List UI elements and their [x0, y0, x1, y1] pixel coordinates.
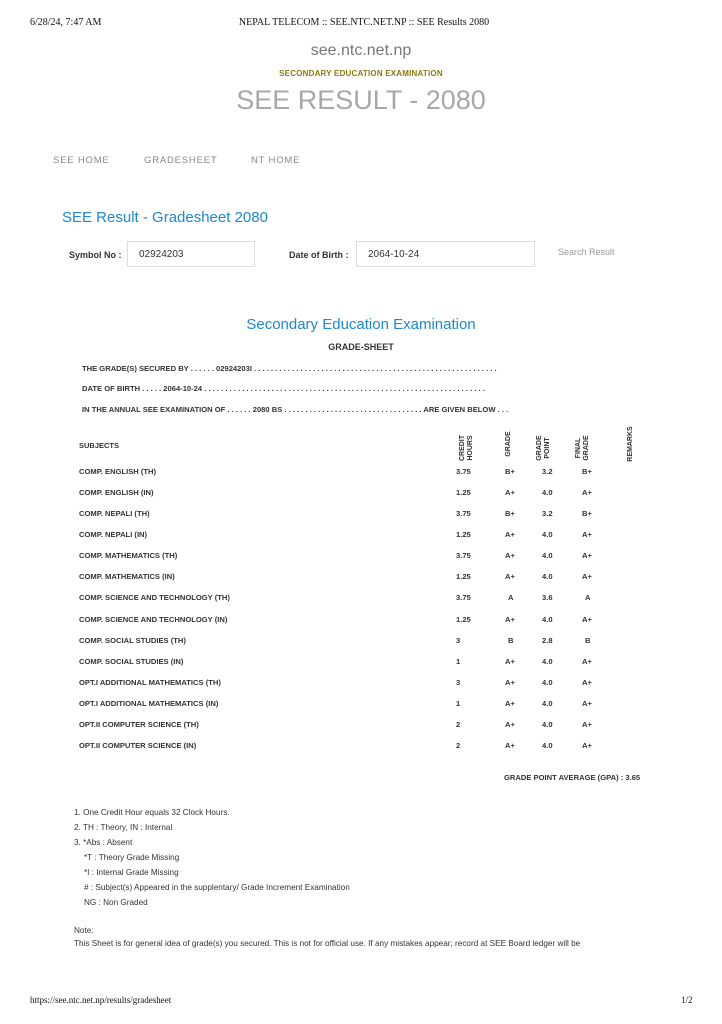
table-row: [79, 699, 679, 713]
table-row: [79, 741, 679, 755]
cell-point: 4.0: [542, 530, 553, 539]
table-row: [79, 488, 679, 502]
cell-final: B+: [582, 467, 592, 476]
cell-subject: COMP. MATHEMATICS (IN): [79, 572, 175, 581]
cell-subject: OPT.I ADDITIONAL MATHEMATICS (IN): [79, 699, 219, 708]
table-row: [79, 678, 679, 692]
table-row: [79, 720, 679, 734]
info-dob: DATE OF BIRTH . . . . . 2064-10-24 . . . . . . . . . . . . . . . . . . . . . . . . . . . . . . . . . . . . . . . . . . . . . . . . . . . . . . . . . . . . . . . . . . .: [82, 384, 485, 393]
cell-subject: COMP. MATHEMATICS (TH): [79, 551, 178, 560]
note-item: *I : Internal Grade Missing: [84, 868, 179, 877]
nav-gradesheet[interactable]: GRADESHEET: [144, 155, 218, 166]
col-grade: GRADE: [505, 431, 512, 457]
cell-final: A+: [582, 678, 592, 687]
cell-grade: B+: [505, 467, 515, 476]
cell-point: 4.0: [542, 657, 553, 666]
cell-subject: OPT.I ADDITIONAL MATHEMATICS (TH): [79, 678, 221, 687]
cell-grade: A+: [505, 488, 515, 497]
site-title: SEE RESULT - 2080: [236, 85, 486, 115]
cell-point: 4.0: [542, 572, 553, 581]
nav-see-home[interactable]: SEE HOME: [53, 155, 110, 166]
col-subjects: SUBJECTS: [79, 441, 120, 450]
cell-grade: A+: [505, 699, 515, 708]
cell-point: 4.0: [542, 699, 553, 708]
note-item: *T : Theory Grade Missing: [84, 853, 180, 862]
print-page-title: NEPAL TELECOM :: SEE.NTC.NET.NP :: SEE Results 2080: [238, 17, 490, 28]
cell-credit: 1.25: [456, 572, 471, 581]
cell-point: 3.2: [542, 467, 553, 476]
cell-grade: A+: [505, 678, 515, 687]
cell-credit: 3: [456, 678, 461, 687]
symbol-label: Symbol No :: [69, 250, 122, 260]
note-item: 2. TH : Theory, IN : Internal: [74, 823, 173, 832]
cell-final: A+: [582, 572, 592, 581]
table-row: [79, 572, 679, 586]
cell-subject: OPT.II COMPUTER SCIENCE (IN): [79, 741, 197, 750]
sheet-title: Secondary Education Examination: [246, 316, 476, 333]
print-page-number: 1/2: [681, 995, 693, 1005]
cell-subject: OPT.II COMPUTER SCIENCE (TH): [79, 720, 199, 729]
cell-point: 4.0: [542, 615, 553, 624]
table-row: [79, 593, 679, 607]
cell-final: A+: [582, 488, 592, 497]
cell-subject: COMP. SOCIAL STUDIES (TH): [79, 636, 186, 645]
table-row: [79, 509, 679, 523]
cell-grade: A+: [505, 741, 515, 750]
nav-nt-home[interactable]: NT HOME: [251, 155, 301, 166]
cell-grade: A+: [505, 615, 515, 624]
col-grade-point: GRADE POINT: [536, 435, 551, 461]
cell-grade: A+: [505, 720, 515, 729]
table-row: [79, 551, 679, 565]
cell-subject: COMP. SCIENCE AND TECHNOLOGY (TH): [79, 593, 230, 602]
cell-credit: 1.25: [456, 530, 471, 539]
cell-final: A+: [582, 657, 592, 666]
search-result-button[interactable]: Search Result: [558, 247, 615, 257]
info-candidate: THE GRADE(S) SECURED BY . . . . . . 02924203I . . . . . . . . . . . . . . . . . . . . . . . . . . . . . . . . . . . . . . . . . . . . . . . . . . . . . . . . . .: [82, 364, 497, 373]
dob-input[interactable]: [356, 241, 535, 267]
cell-subject: COMP. ENGLISH (TH): [79, 467, 157, 476]
cell-point: 4.0: [542, 678, 553, 687]
table-row: [79, 657, 679, 671]
cell-point: 4.0: [542, 720, 553, 729]
site-subtitle: SECONDARY EDUCATION EXAMINATION: [279, 69, 443, 78]
cell-point: 3.2: [542, 509, 553, 518]
cell-point: 4.0: [542, 551, 553, 560]
symbol-input[interactable]: [127, 241, 255, 267]
cell-final: A+: [582, 741, 592, 750]
note-item: 1. One Credit Hour equals 32 Clock Hours.: [74, 808, 230, 817]
cell-final: B: [585, 636, 591, 645]
cell-credit: 3.75: [456, 509, 471, 518]
dob-label: Date of Birth :: [289, 250, 349, 260]
cell-final: B+: [582, 509, 592, 518]
note-item: 3. *Abs : Absent: [74, 838, 133, 847]
cell-grade: A+: [505, 530, 515, 539]
cell-subject: COMP. ENGLISH (IN): [79, 488, 154, 497]
cell-credit: 1: [456, 657, 461, 666]
cell-subject: COMP. SCIENCE AND TECHNOLOGY (IN): [79, 615, 228, 624]
cell-credit: 3.75: [456, 551, 471, 560]
col-credit-hours: CREDIT HOURS: [459, 434, 474, 462]
cell-credit: 3.75: [456, 593, 471, 602]
note-heading: Note:: [74, 926, 94, 935]
info-exam: IN THE ANNUAL SEE EXAMINATION OF . . . . . . 2080 BS . . . . . . . . . . . . . . . . . . . . . . . . . . . . . . . . . ARE GIVEN BELOW . . .: [82, 405, 509, 414]
table-row: [79, 467, 679, 481]
cell-credit: 1.25: [456, 615, 471, 624]
cell-final: A+: [582, 615, 592, 624]
table-row: [79, 636, 679, 650]
cell-credit: 3: [456, 636, 461, 645]
cell-grade: A+: [505, 657, 515, 666]
note-item: NG : Non Graded: [84, 898, 148, 907]
cell-subject: COMP. NEPALI (IN): [79, 530, 148, 539]
cell-grade: B+: [505, 509, 515, 518]
col-remarks: REMARKS: [627, 426, 634, 462]
cell-point: 3.6: [542, 593, 553, 602]
cell-final: A+: [582, 720, 592, 729]
cell-final: A: [585, 593, 591, 602]
cell-credit: 2: [456, 720, 461, 729]
notes-list: [74, 805, 350, 910]
cell-final: A+: [582, 699, 592, 708]
note-text: This Sheet is for general idea of grade(s) you secured. This is not for official use. If any mistakes appear; record at SEE Board ledger will be: [74, 939, 581, 948]
cell-subject: COMP. NEPALI (TH): [79, 509, 150, 518]
gradesheet-heading: SEE Result - Gradesheet 2080: [62, 209, 268, 226]
cell-grade: A+: [505, 551, 515, 560]
cell-subject: COMP. SOCIAL STUDIES (IN): [79, 657, 184, 666]
cell-final: A+: [582, 551, 592, 560]
print-url: https://see.ntc.net.np/results/gradesheet: [30, 995, 172, 1005]
cell-grade: A+: [505, 572, 515, 581]
col-final-grade: FINAL GRADE: [575, 435, 590, 461]
table-row: [79, 615, 679, 629]
cell-point: 2.8: [542, 636, 553, 645]
gpa-summary: GRADE POINT AVERAGE (GPA) : 3.65: [504, 773, 641, 782]
sheet-heading: GRADE-SHEET: [328, 342, 394, 352]
cell-credit: 3.75: [456, 467, 471, 476]
cell-credit: 1: [456, 699, 461, 708]
print-datetime: 6/28/24, 7:47 AM: [30, 17, 102, 28]
note-item: # : Subject(s) Appeared in the supplentary/ Grade Increment Examination: [84, 883, 350, 892]
site-domain: see.ntc.net.np: [310, 42, 412, 59]
cell-point: 4.0: [542, 741, 553, 750]
cell-credit: 1.25: [456, 488, 471, 497]
cell-grade: B: [508, 636, 514, 645]
cell-credit: 2: [456, 741, 461, 750]
table-row: [79, 530, 679, 544]
cell-point: 4.0: [542, 488, 553, 497]
cell-grade: A: [508, 593, 514, 602]
cell-final: A+: [582, 530, 592, 539]
